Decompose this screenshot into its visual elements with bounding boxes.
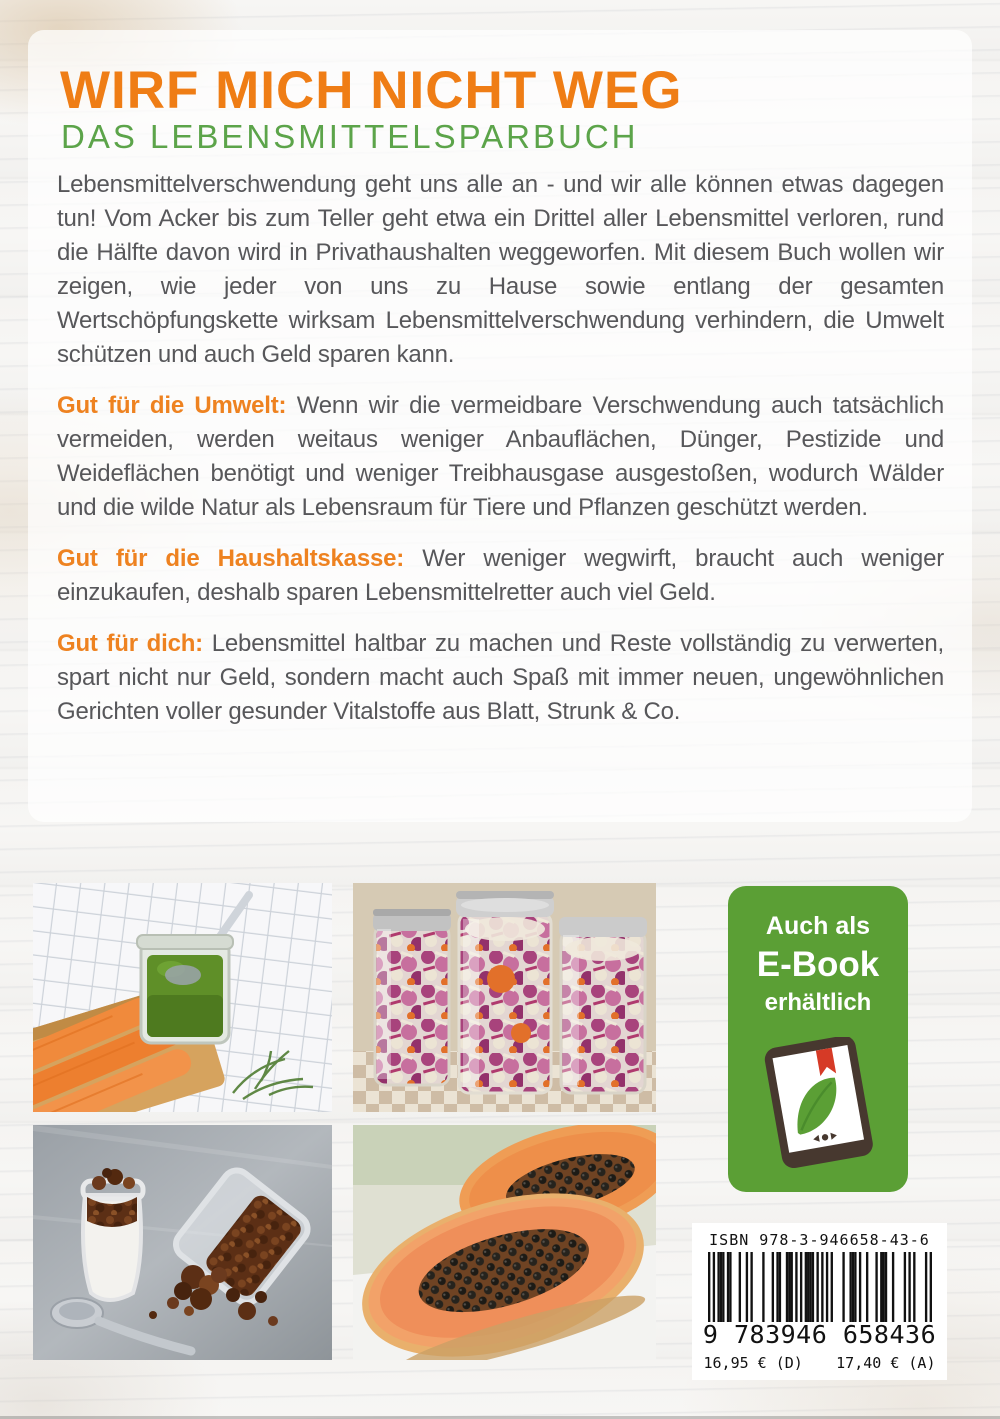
paragraph-intro (57, 168, 944, 372)
photo-papaya-halves (353, 1125, 656, 1360)
ebook-badge-line1: Auch als (765, 912, 871, 940)
ebook-badge-line2: E-Book (756, 945, 880, 984)
ean-digits: 9 783946 658436 (702, 1320, 937, 1349)
ean-barcode (708, 1252, 932, 1322)
price-austria: 17,40 € (A) (836, 1354, 936, 1372)
paragraph-text: Lebensmittelverschwendung geht uns alle an - und wir alle können etwas dagegen tun! Vom Acker bis zum Teller geht etwa ein Drittel aller Lebensmittel verloren, rund die Hälfte davon wird in Privathaushalten weggeworfen. Mit diesem Buch wollen wir zeigen, wie jeder von uns zu Hause sowie entlang der gesamten Wertschöpfungskette wirksam Lebensmittelverschwendung verhindern, die Umwelt schützen und auch Geld sparen kann. (57, 171, 944, 368)
paragraph-lead: Gut für die Umwelt: (57, 392, 287, 419)
photo-fermented-cabbage-jars (353, 883, 656, 1112)
ebook-badge (728, 886, 908, 1192)
body-copy (57, 168, 944, 746)
price-germany: 16,95 € (D) (703, 1354, 803, 1372)
page-subtitle: DAS LEBENSMITTELSPARBUCH (61, 118, 639, 155)
paragraph-lead: Gut für die Haushaltskasse: (57, 545, 405, 572)
photo-carrot-pesto (33, 883, 332, 1112)
paragraph-haushaltskasse (57, 542, 944, 610)
paragraph-dich (57, 627, 944, 729)
ebook-badge-line3: erhältlich (764, 989, 872, 1016)
paragraph-text: Lebensmittel haltbar zu machen und Reste vollständig zu verwerten, spart nicht nur Geld, sondern macht auch Spaß mit immer neuen, ungewöhnlichen Gerichten voller gesunder Vitalstoffe aus Blatt, Strunk & Co. (57, 630, 944, 725)
paragraph-lead: Gut für dich: (57, 630, 203, 657)
photo-chocolate-crumble (33, 1125, 332, 1360)
paragraph-text: Wer weniger wegwirft, braucht auch weniger einzukaufen, deshalb sparen Lebensmittelretter auch viel Geld. (57, 545, 945, 606)
tablet-with-leaf-icon (728, 1037, 908, 1169)
price-row (704, 1354, 936, 1372)
isbn-block (692, 1223, 947, 1380)
paragraph-umwelt (57, 389, 944, 525)
isbn-label: ISBN 978-3-946658-43-6 (709, 1231, 930, 1249)
page-title: WIRF MICH NICHT WEG (60, 61, 683, 120)
paragraph-text: Wenn wir die vermeidbare Verschwendung auch tatsächlich vermeiden, werden weitaus weniger Anbauflächen, Dünger, Pestizide und Weideflächen benötigt und weniger Treibhausgase ausgestoßen, wodurch Wälder und die wilde Natur als Lebensraum für Tiere und Pflanzen geschützt werden. (57, 392, 944, 521)
